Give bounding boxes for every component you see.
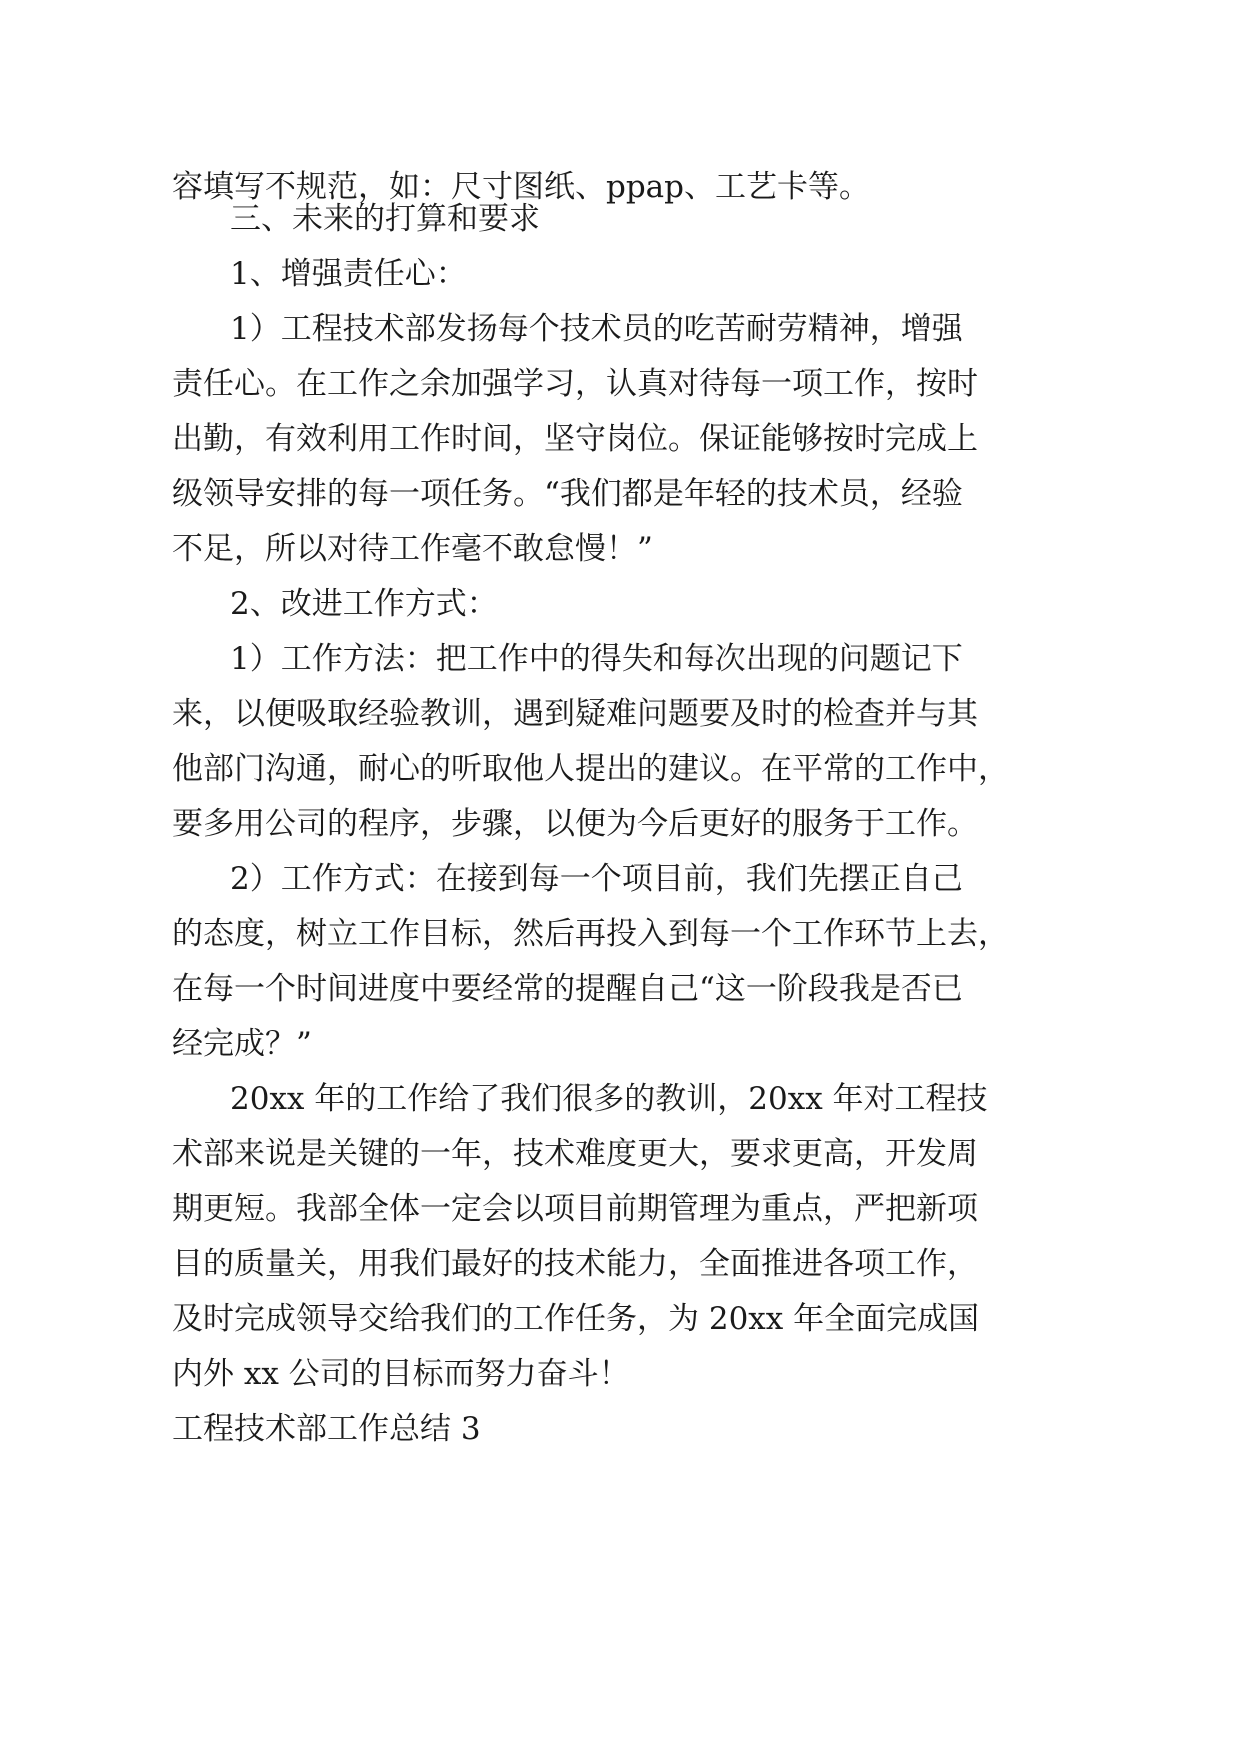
line-text: 级领导安排的每一项任务。“我们都是年轻的技术员，经验 <box>172 476 963 512</box>
line-text: 容填写不规范，如：尺寸图纸、ppap、工艺卡等。 <box>172 169 871 205</box>
text-line <box>0 850 1241 908</box>
line-text: 2）工作方式：在接到每一个项目前，我们先摆正自己 <box>230 861 963 897</box>
line-text: 三、未来的打算和要求 <box>230 201 540 237</box>
text-line <box>0 630 1241 688</box>
line-text: 来，以便吸取经验教训，遇到疑难问题要及时的检查并与其 <box>172 696 978 732</box>
text-line <box>0 1125 1241 1183</box>
line-text: 期更短。我部全体一定会以项目前期管理为重点，严把新项 <box>172 1191 978 1227</box>
text-line <box>0 685 1241 743</box>
section-heading <box>0 190 1241 248</box>
text-line <box>0 905 1241 963</box>
line-text: 及时完成领导交给我们的工作任务，为 20xx 年全面完成国 <box>172 1301 980 1337</box>
text-line <box>0 795 1241 853</box>
text-line <box>0 1235 1241 1293</box>
subheading <box>0 575 1241 633</box>
line-text: 工程技术部工作总结 3 <box>172 1411 481 1447</box>
line-text: 1、增强责任心： <box>230 256 467 292</box>
line-text: 经完成？” <box>172 1026 312 1062</box>
text-line <box>0 1015 1241 1073</box>
text-line <box>0 1070 1241 1128</box>
line-text: 1）工程技术部发扬每个技术员的吃苦耐劳精神，增强 <box>230 311 963 347</box>
text-line <box>0 355 1241 413</box>
text-line <box>0 1180 1241 1238</box>
line-text: 出勤，有效利用工作时间，坚守岗位。保证能够按时完成上 <box>172 421 978 457</box>
text-line <box>0 1290 1241 1348</box>
line-text: 责任心。在工作之余加强学习，认真对待每一项工作，按时 <box>172 366 978 402</box>
line-text: 2、改进工作方式： <box>230 586 498 622</box>
line-text: 术部来说是关键的一年，技术难度更大，要求更高，开发周 <box>172 1136 978 1172</box>
text-line <box>0 740 1241 798</box>
text-line <box>0 300 1241 358</box>
line-text: 内外 xx 公司的目标而努力奋斗！ <box>172 1356 630 1392</box>
text-line <box>0 465 1241 523</box>
text-line <box>0 520 1241 578</box>
line-text: 他部门沟通，耐心的听取他人提出的建议。在平常的工作中， <box>172 751 1009 787</box>
subheading <box>0 245 1241 303</box>
line-text: 在每一个时间进度中要经常的提醒自己“这一阶段我是否已 <box>172 971 963 1007</box>
line-text: 的态度，树立工作目标，然后再投入到每一个工作环节上去， <box>172 916 1009 952</box>
text-line <box>0 410 1241 468</box>
line-text: 20xx 年的工作给了我们很多的教训，20xx 年对工程技 <box>230 1081 988 1117</box>
line-text: 1）工作方法：把工作中的得失和每次出现的问题记下 <box>230 641 963 677</box>
document-heading <box>0 1400 1241 1458</box>
text-line <box>0 1345 1241 1403</box>
text-line <box>0 960 1241 1018</box>
line-text: 不足，所以对待工作毫不敢怠慢！” <box>172 531 653 567</box>
line-text: 要多用公司的程序，步骤，以便为今后更好的服务于工作。 <box>172 806 978 842</box>
line-text: 目的质量关，用我们最好的技术能力，全面推进各项工作， <box>172 1246 978 1282</box>
